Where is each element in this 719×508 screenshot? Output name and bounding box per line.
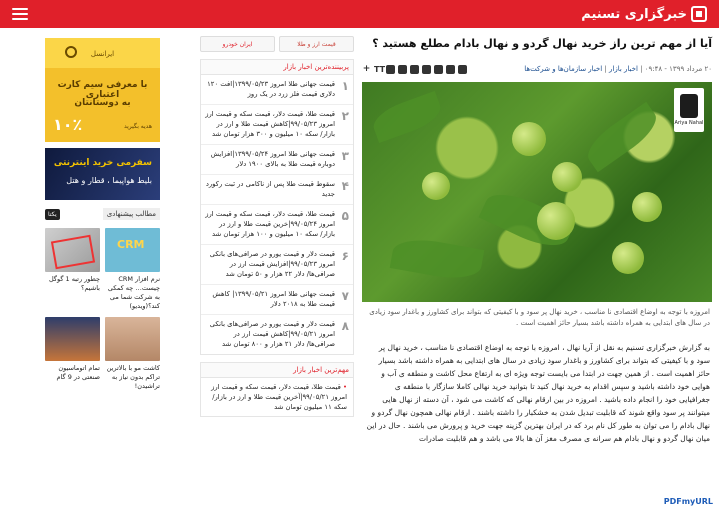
news-link[interactable]: قیمت طلا، قیمت دلار، قیمت سکه و قیمت ارز امروز ۹۹/۰۵/۲۴|خرین قیمت طلا و ارز در بازار/ سکه ۱۰ میلیون و ۱۰۰ هزار تومان شد	[205, 210, 335, 238]
card-title[interactable]: تمام اتوماسیون صنعتی در 9 گام	[56, 364, 100, 381]
plus-icon[interactable]: +	[362, 63, 371, 74]
news-number: ۶	[341, 249, 349, 263]
bookmark-icon[interactable]	[386, 65, 395, 74]
price-tabs	[200, 36, 354, 52]
hamburger-menu-icon[interactable]	[12, 8, 28, 20]
category-link-companies[interactable]: اخبار سازمان‌ها و شرکت‌ها	[524, 65, 603, 73]
card-image[interactable]	[105, 228, 160, 272]
article-body: به گزارش خبرگزاری تسنیم به نقل از آریا نهال ، امروزه با توجه به اوضاع اقتصادی نا مناسب ، خرید نهال پر سود و با کیفیتی که بتواند برای کشاورز و باغدار سود زیادی در سال های ابتدایی به همراه داشته باشد بسیار حائز اهمیت است . از همین جهت در ابتدا می بایست توجه ویژه ای به ارتفاع محل کاشت و منطقه ی آب و هوایی خود داشته باشید و سپس اقدام به خرید نهال کنید تا بتوانید خرید نهالی کاملا سازگار با منطقه ی جغرافیایی خود را انجام داده باشید . امروزه در بین ارقام نهالی که کاشت می شود ، آن دسته از نهال هایی میتوانند پر سود واقع شوند که قابلیت تبدیل شدن به خشکبار را داشته باشند . ارقام نهالی همچون نهال گردو و نهال بادام را می توان به طور کل نام برد که در ایران بهترین گزینه جهت خرید و پرورش می باشند . حال در این میان نهال گردو و نهال بادام هم سرانه ی مصرف مغز آن ها بالا می باشد و هم قابلیت صادرات	[366, 343, 710, 443]
news-link[interactable]: سقوط قیمت طلا پس از ناکامی در ثبت رکورد جدید	[205, 180, 335, 198]
suggested-card[interactable]	[105, 317, 160, 391]
latest-news-link[interactable]: • قیمت طلا، قیمت دلار، قیمت سکه و قیمت ارز امروز ۹۹/۰۵/۲۱|آخرین قیمت طلا و ارز در بازار/ سکه ۱۱ میلیون تومان شد	[201, 378, 353, 416]
ad1-brand: ایرانسل	[90, 50, 115, 58]
news-number: ۸	[341, 319, 349, 333]
card-image[interactable]	[45, 317, 100, 361]
latest-news-box	[200, 362, 354, 417]
whatsapp-icon[interactable]	[422, 65, 431, 74]
news-item[interactable]	[201, 245, 353, 285]
popular-news-title: پربیننده‌ترین اخبار بازار	[201, 60, 353, 75]
pdfmyurl-watermark[interactable]: PDFmyURL	[663, 497, 713, 506]
news-item[interactable]	[201, 105, 353, 145]
suggested-header	[45, 206, 160, 222]
ariya-logo-icon	[680, 94, 698, 118]
brand-name: Ariya Nahal	[674, 120, 704, 126]
tab-gold-currency[interactable]: قیمت ارز و طلا	[279, 36, 354, 52]
card-title[interactable]: چطور رتبه 1 گوگل باشیم؟	[48, 275, 100, 292]
suggested-cards	[45, 228, 160, 391]
news-link[interactable]: قیمت جهانی طلا امروز ۱۳۹۹/۰۵/۲۳|افت ۱۲۰ دلاری قیمت فلز زرد در یک روز	[207, 80, 335, 98]
news-link[interactable]: قیمت دلار و قیمت یورو در صرافی‌های بانکی امروز ۹۹/۰۵/۲۱|کاهش قیمت ارز در صرافی‌ها/ دلار ۲۱ هزار و ۸۰۰ تومان شد	[209, 320, 335, 348]
middle-column	[200, 36, 354, 417]
news-link[interactable]: قیمت طلا، قیمت دلار، قیمت سکه و قیمت ارز امروز ۹۹/۰۵/۲۳|کاهش قیمت طلا و ارز در بازار/ سکه ۱۰ میلیون و ۳۰۰ هزار تومان شد	[205, 110, 335, 138]
site-logo[interactable]	[581, 6, 707, 22]
popular-news-box	[200, 59, 354, 355]
news-number: ۱	[341, 79, 349, 93]
logo-mark-icon	[691, 6, 707, 22]
safarmi-ad-banner[interactable]	[45, 148, 160, 200]
suggested-title: مطالب پیشنهادی	[103, 208, 160, 220]
top-bar	[0, 0, 719, 28]
article-image	[362, 82, 712, 302]
left-column	[45, 38, 160, 391]
article-title: آیا از مهم ترین راز خرید نهال گردو و نهال بادام مطلع هستید ؟	[372, 37, 712, 50]
card-title[interactable]: کاشت مو با بالاترین تراکم بدون نیاز به تراشیدن!	[106, 364, 160, 390]
link-icon[interactable]	[410, 65, 419, 74]
suggested-card[interactable]	[45, 228, 100, 311]
news-number: ۷	[341, 289, 349, 303]
news-number: ۵	[341, 209, 349, 223]
ad2-line1: سفرمی خرید اینترنتی	[53, 158, 152, 168]
logo-text: خبرگزاری تسنیم	[581, 6, 687, 22]
ad1-line3: هدیه بگیرید	[123, 123, 152, 130]
brand-logo	[674, 88, 704, 132]
news-item[interactable]	[201, 315, 353, 354]
irancell-ad-banner[interactable]	[45, 38, 160, 142]
news-item[interactable]	[201, 175, 353, 205]
telegram-icon[interactable]	[434, 65, 443, 74]
news-link[interactable]: قیمت جهانی طلا امروز ۱۳۹۹/۰۵/۲۱| کاهش قیمت طلا به ۲۰۱۸ دلار	[212, 290, 335, 308]
article-meta	[362, 62, 712, 76]
twitter-icon[interactable]	[446, 65, 455, 74]
print-icon[interactable]	[398, 65, 407, 74]
card-image[interactable]	[105, 317, 160, 361]
suggested-card[interactable]	[105, 228, 160, 311]
suggested-card[interactable]	[45, 317, 100, 391]
image-caption: امروزه با توجه به اوضاع اقتصادی نا مناسب ، خرید نهال پر سود و با کیفیتی که بتواند برای کشاورز و باغدار سود زیادی در سال های ابتدایی به همراه داشته باشد بسیار حائز اهمیت است .	[369, 308, 710, 327]
card-image[interactable]	[45, 228, 100, 272]
yekta-badge[interactable]: یکتا	[45, 209, 60, 220]
news-number: ۲	[341, 109, 349, 123]
news-number: ۳	[341, 149, 349, 163]
news-item[interactable]	[201, 285, 353, 315]
news-link[interactable]: قیمت دلار و قیمت یورو در صرافی‌های بانکی امروز ۹۹/۰۵/۲۳|افزایش قیمت ارز در صرافی‌ها/ دلار ۲۲ هزار و ۵۰ تومان شد	[209, 250, 335, 278]
news-item[interactable]	[201, 75, 353, 105]
tab-iran-khodro[interactable]: ایران خودرو	[200, 36, 275, 52]
ad1-badge: ۱۰٪	[53, 115, 83, 134]
latest-news-title: مهم‌ترین اخبار بازار	[201, 363, 353, 378]
card-title[interactable]: نرم افزار CRM چیست… چه کمکی به شرکت شما می کند؟(ویدیو)	[107, 275, 160, 310]
ad2-line2: بلیط هواپیما ، قطار و هتل	[66, 176, 152, 185]
share-toolbar	[362, 65, 467, 74]
ad1-line2: به دوستانتان	[74, 98, 131, 108]
article	[362, 36, 712, 445]
facebook-icon[interactable]	[458, 65, 467, 74]
news-link[interactable]: قیمت جهانی طلا امروز ۱۳۹۹/۰۵/۲۴|افزایش دوباره قیمت طلا به بالای ۱۹۰۰ دلار	[210, 150, 335, 168]
article-date: ۲۰ مرداد ۱۳۹۹ - ۰۹:۴۸	[644, 65, 712, 73]
category-link-market[interactable]: اخبار بازار	[609, 65, 638, 73]
font-size-icon[interactable]: TT	[374, 64, 386, 74]
news-item[interactable]	[201, 205, 353, 245]
news-item[interactable]	[201, 145, 353, 175]
article-meta-text: ۲۰ مرداد ۱۳۹۹ - ۰۹:۴۸ | اخبار بازار | اخبار سازمان‌ها و شرکت‌ها	[524, 65, 712, 73]
news-number: ۴	[341, 179, 349, 193]
ad1-line1: با معرفی سیم کارت اعتباری	[57, 80, 148, 100]
